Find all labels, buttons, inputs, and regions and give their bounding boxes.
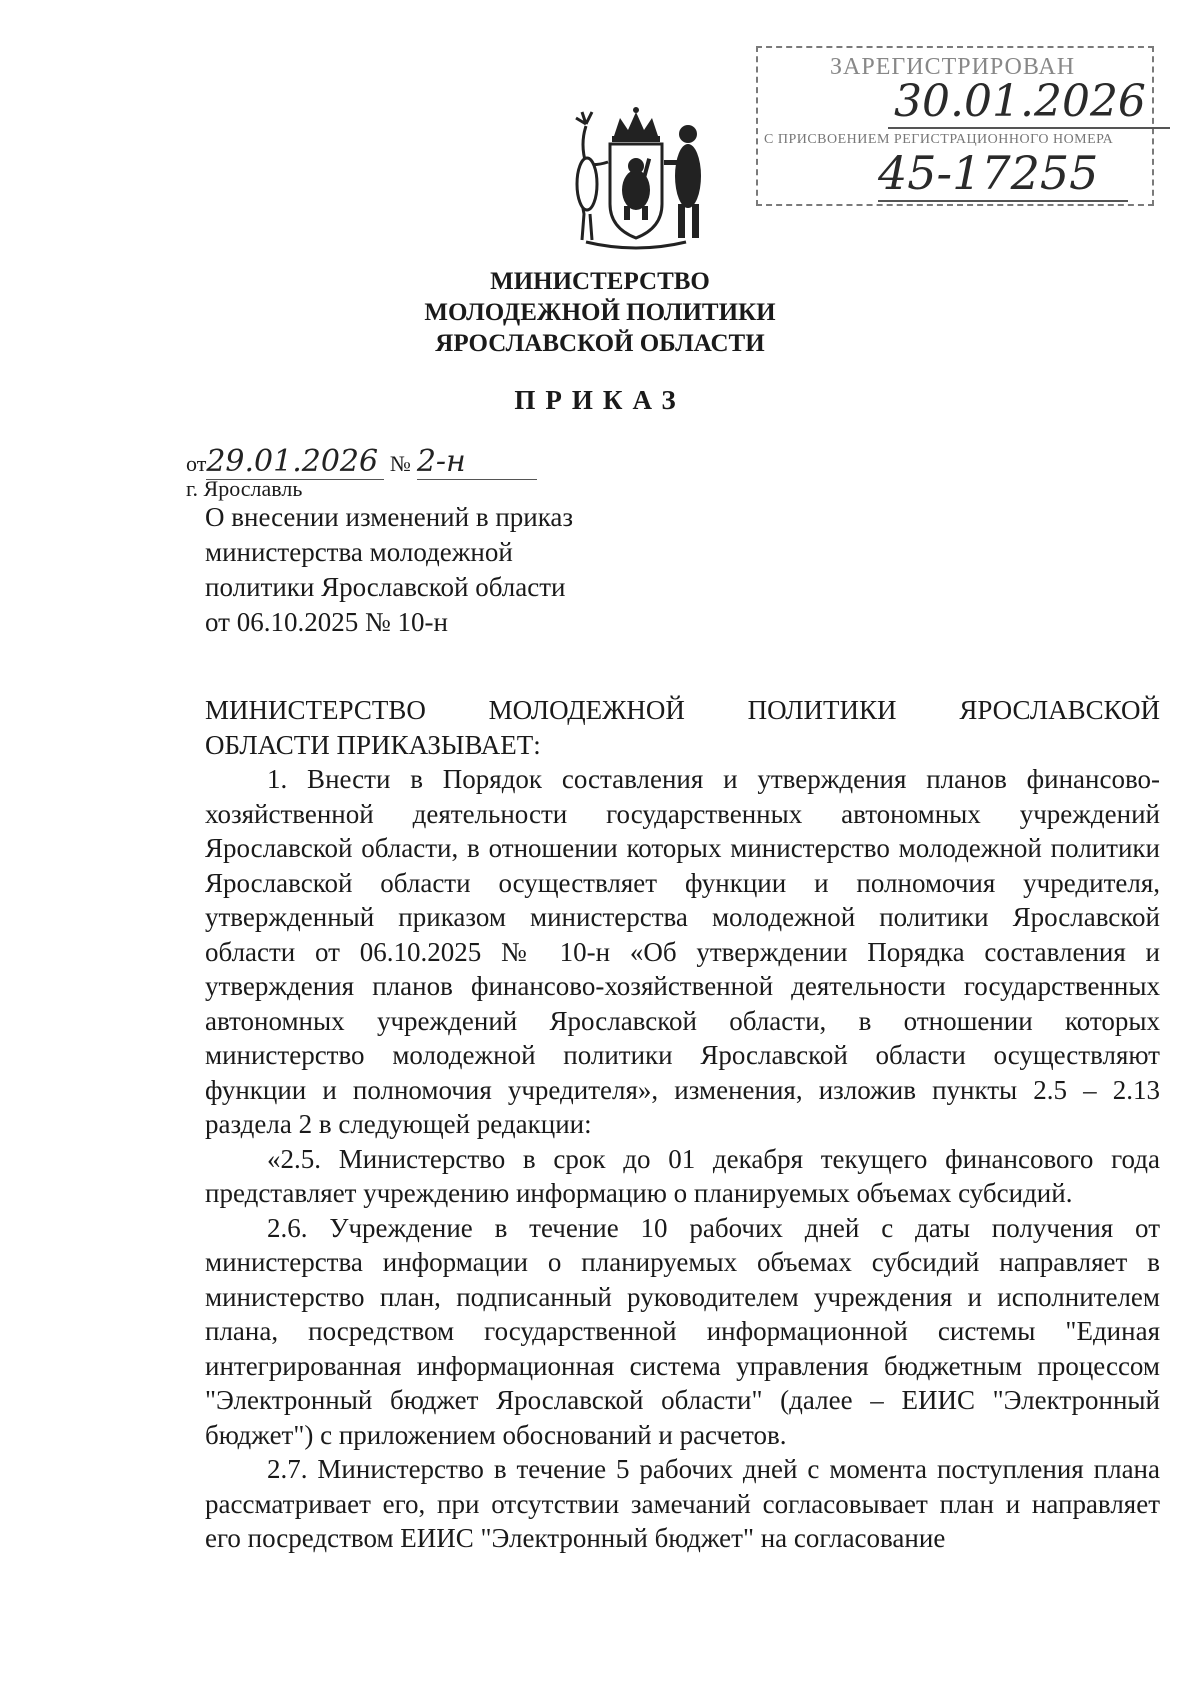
registration-stamp [756, 46, 1154, 206]
order-number-sign: № [389, 451, 411, 476]
order-title: ПРИКАЗ [514, 385, 686, 415]
order-date-prefix: от [186, 451, 207, 476]
order-city: г. Ярославль [186, 476, 303, 501]
paragraph-2-7: 2.7. Министерство в течение 5 рабочих дней с момента поступления плана рассматривает его, при отсутствии замечаний согласовывает план и направляет его посредством ЕИИС "Электронный бюджет" на согласование [205, 1454, 1160, 1553]
order-date: 29.01.2026 [206, 444, 384, 480]
stamp-label: С ПРИСВОЕНИЕМ РЕГИСТРАЦИОННОГО НОМЕРА [764, 132, 1114, 147]
order-body [205, 693, 1160, 1556]
intro-line-1: МИНИСТЕРСТВО МОЛОДЕЖНОЙ ПОЛИТИКИ ЯРОСЛАВСКОЙ [205, 695, 1160, 725]
order-subject [205, 500, 705, 640]
subject-line-2: министерства молодежной [205, 537, 513, 567]
ministry-name-line-1: МИНИСТЕРСТВО [490, 268, 710, 295]
paragraph-1: 1. Внести в Порядок составления и утверждения планов финансово-хозяйственной деятельности государственных автономных учреждений Ярославской области, в отношении которых министерство молодежной политики Ярославской области осуществляет функции и полномочия учредителя, утвержденный приказом министерства молодежной политики Ярославской области от 06.10.2025 № 10-н «Об утверждении Порядка составления и утверждения планов финансово-хозяйственной деятельности государственных автономных учреждений Ярославской области, в отношении которых министерство молодежной политики Ярославской области осуществляют функции и полномочия учредителя», изменения, изложив пункты 2.5 – 2.13 раздела 2 в следующей редакции: [205, 764, 1160, 1139]
stamp-number: 45-17255 [878, 146, 1128, 202]
subject-line-1: О внесении изменений в приказ [205, 502, 574, 532]
stamp-date: 30.01.2026 [888, 76, 1170, 129]
order-date-number-line [186, 444, 537, 480]
intro-line-2: ОБЛАСТИ ПРИКАЗЫВАЕТ: [205, 729, 541, 760]
paragraph-2-6: 2.6. Учреждение в течение 10 рабочих дней с даты получения от министерства информации о планируемых объемах субсидий направляет в министерство план, подписанный руководителем учреждения и исполнителем плана, посредством государственной информационной системы "Единая интегрированная информационная система управления бюджетным процессом "Электронный бюджет Ярославской области" (далее – ЕИИС "Электронный бюджет") с приложением обоснований и расчетов. [205, 1212, 1160, 1450]
ministry-name-line-2: МОЛОДЕЖНОЙ ПОЛИТИКИ [424, 299, 776, 326]
ministry-name-line-3: ЯРОСЛАВСКОЙ ОБЛАСТИ [435, 330, 765, 357]
paragraph-2-5: «2.5. Министерство в срок до 01 декабря текущего финансового года представляет учреждению информацию о планируемых объемах субсидий. [205, 1143, 1160, 1208]
coat-of-arms-icon [556, 104, 716, 254]
stamp-title: ЗАРЕГИСТРИРОВАН [830, 54, 1076, 80]
order-number: 2-н [417, 444, 537, 480]
subject-line-3: политики Ярославской области [205, 572, 566, 602]
subject-line-4: от 06.10.2025 № 10-н [205, 607, 448, 637]
